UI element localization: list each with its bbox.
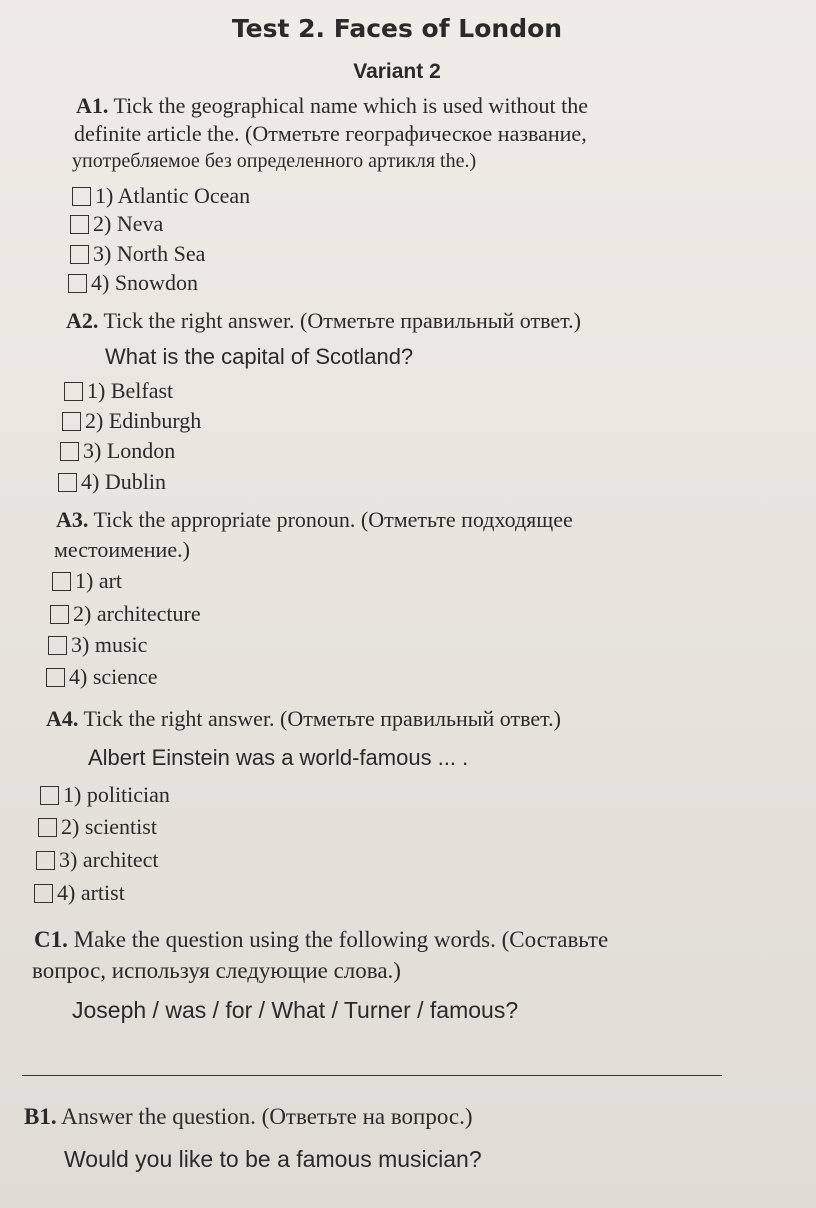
option-label: 2) architecture [73, 601, 201, 626]
checkbox[interactable] [70, 215, 89, 234]
option-label: 3) North Sea [93, 241, 206, 266]
a3-option-3[interactable] [48, 631, 147, 659]
option-label: 4) Snowdon [91, 270, 198, 295]
option-label: 3) London [83, 438, 176, 463]
a3-line1: Tick the appropriate pronoun. (Отметьте подходящее [93, 507, 573, 532]
option-label: 1) art [75, 568, 123, 593]
checkbox[interactable] [52, 572, 71, 591]
a1-option-1[interactable] [72, 182, 250, 210]
a2-line1: Tick the right answer. (Отметьте правильный ответ.) [103, 308, 581, 333]
a2-option-2[interactable] [62, 407, 201, 435]
checkbox[interactable] [72, 187, 91, 206]
a3-option-4[interactable] [46, 663, 158, 691]
a4-number: A4. [46, 706, 79, 731]
b1-line1: Answer the question. (Ответьте на вопрос.) [61, 1104, 473, 1129]
a4-question: Albert Einstein was a world-famous ... . [88, 745, 469, 770]
checkbox[interactable] [40, 786, 59, 805]
a3-option-1[interactable] [52, 567, 122, 595]
a2-option-1[interactable] [64, 377, 173, 405]
c1-instruction [34, 926, 794, 953]
option-label: 2) Neva [93, 211, 164, 236]
a1-line1: Tick the geographical name which is used without the [113, 93, 589, 118]
a4-option-4[interactable] [34, 879, 125, 907]
a2-number: A2. [66, 308, 99, 333]
a1-instruction [76, 92, 776, 119]
a1-option-2[interactable] [70, 210, 163, 238]
option-label: 3) music [71, 632, 148, 657]
a3-option-2[interactable] [50, 600, 201, 628]
c1-number: C1. [34, 927, 68, 952]
a2-option-4[interactable] [58, 468, 166, 496]
variant-label: Variant 2 [353, 60, 441, 83]
option-label: 4) Dublin [81, 469, 166, 494]
option-label: 2) scientist [61, 814, 157, 839]
a4-line1: Tick the right answer. (Отметьте правильный ответ.) [83, 706, 561, 731]
checkbox[interactable] [38, 818, 57, 837]
a1-option-3[interactable] [70, 240, 205, 268]
a1-number: A1. [76, 93, 109, 118]
option-label: 4) artist [57, 880, 125, 905]
option-label: 4) science [69, 664, 158, 689]
a2-instruction [66, 307, 766, 334]
answer-line[interactable] [22, 1075, 722, 1076]
checkbox[interactable] [68, 274, 87, 293]
b1-question: Would you like to be a famous musician? [64, 1146, 482, 1172]
checkbox[interactable] [60, 442, 79, 461]
a3-line2: местоимение.) [54, 537, 190, 562]
a3-instruction [56, 506, 776, 533]
checkbox[interactable] [64, 382, 83, 401]
c1-line1: Make the question using the following words. (Составьте [73, 927, 609, 952]
checkbox[interactable] [70, 245, 89, 264]
c1-words: Joseph / was / for / What / Turner / famous? [72, 997, 519, 1023]
a1-option-4[interactable] [68, 269, 198, 297]
page-title: Test 2. Faces of London [231, 14, 563, 43]
option-label: 1) Atlantic Ocean [95, 183, 251, 208]
a4-option-1[interactable] [40, 781, 170, 809]
a2-question: What is the capital of Scotland? [105, 344, 414, 369]
checkbox[interactable] [48, 636, 67, 655]
b1-instruction [24, 1103, 784, 1130]
checkbox[interactable] [34, 884, 53, 903]
option-label: 1) politician [63, 782, 170, 807]
a4-option-2[interactable] [38, 813, 157, 841]
c1-line2: вопрос, используя следующие слова.) [32, 958, 401, 983]
option-label: 3) architect [59, 847, 159, 872]
checkbox[interactable] [46, 668, 65, 687]
a1-line2: definite article the. (Отметьте географическое название, [74, 121, 587, 146]
b1-number: B1. [24, 1104, 57, 1129]
option-label: 2) Edinburgh [85, 408, 202, 433]
checkbox[interactable] [62, 412, 81, 431]
a4-option-3[interactable] [36, 846, 159, 874]
option-label: 1) Belfast [87, 378, 174, 403]
a1-line3: употребляемое без определенного артикля the.) [72, 150, 477, 172]
checkbox[interactable] [58, 473, 77, 492]
a2-option-3[interactable] [60, 437, 175, 465]
checkbox[interactable] [36, 851, 55, 870]
a3-number: A3. [56, 507, 89, 532]
checkbox[interactable] [50, 605, 69, 624]
a4-instruction [46, 705, 766, 732]
